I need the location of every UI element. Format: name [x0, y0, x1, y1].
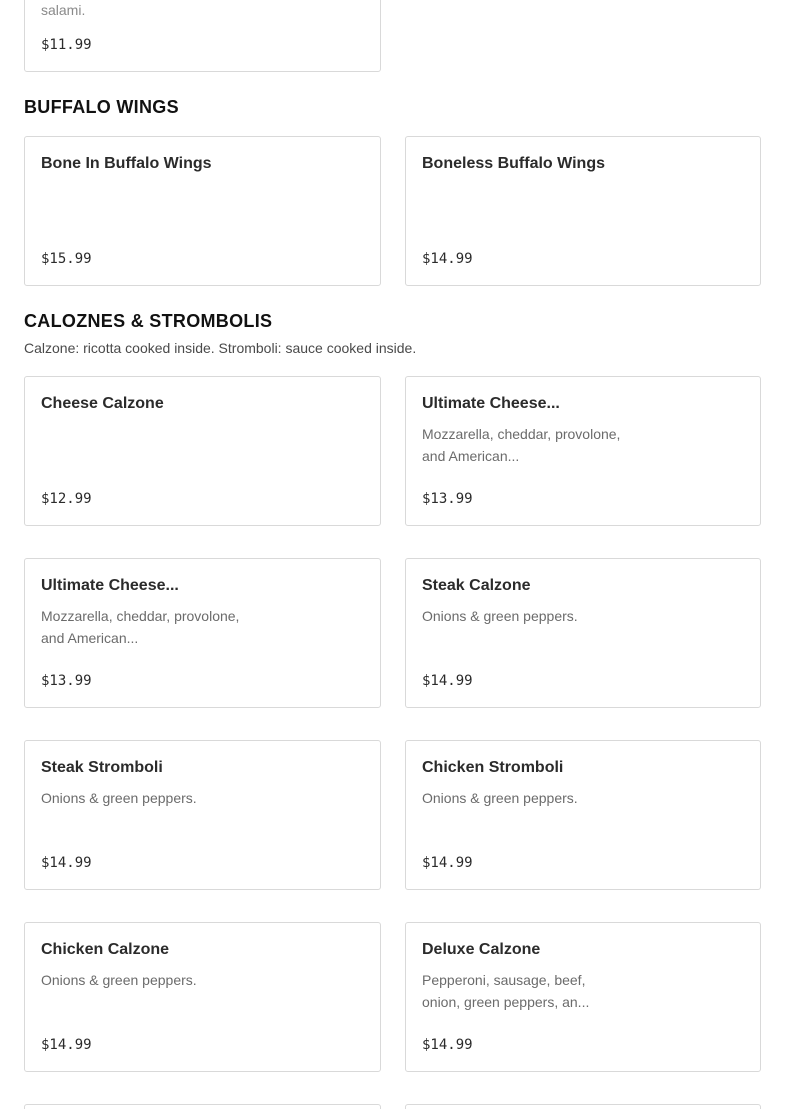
menu-item-card[interactable]	[24, 922, 381, 1072]
menu-item-description: Mozzarella, cheddar, provolone, and American...	[41, 608, 240, 646]
menu-item-name: Steak Stromboli	[41, 759, 163, 776]
menu-item-card[interactable]	[405, 136, 761, 286]
menu-item-description: Pepperoni, sausage, beef, onion, green peppers, an...	[422, 972, 590, 1010]
menu-item-description: Onions & green peppers.	[41, 790, 197, 806]
menu-item-card[interactable]	[24, 558, 381, 708]
menu-item-name: Deluxe Calzone	[422, 941, 541, 958]
menu-item-card[interactable]	[24, 136, 381, 286]
menu-item-card[interactable]	[24, 376, 381, 526]
menu-item-name: Boneless Buffalo Wings	[422, 155, 605, 172]
menu-item-description: Onions & green peppers.	[422, 790, 578, 806]
menu-item-card[interactable]	[24, 740, 381, 890]
menu-item-price: $14.99	[41, 1037, 92, 1053]
menu-item-name: Chicken Calzone	[41, 941, 170, 958]
menu-item-card[interactable]	[24, 1104, 381, 1109]
menu-item-price: $13.99	[422, 491, 473, 507]
menu-item-price: $11.99	[41, 37, 92, 53]
section-title-calzones-strombolis: CALOZNES & STROMBOLIS	[24, 311, 273, 331]
menu-item-description: salami.	[41, 2, 86, 18]
menu-item-card[interactable]	[405, 376, 761, 526]
menu-item-name: Steak Calzone	[422, 577, 531, 594]
menu-item-price: $15.99	[41, 251, 92, 267]
menu-item-card[interactable]	[405, 1104, 761, 1109]
menu-item-name: Bone In Buffalo Wings	[41, 155, 212, 172]
menu-item-price: $14.99	[422, 251, 473, 267]
menu-item-card[interactable]	[405, 922, 761, 1072]
section-title-buffalo-wings: BUFFALO WINGS	[24, 97, 179, 117]
menu-item-price: $12.99	[41, 491, 92, 507]
menu-item-price: $14.99	[422, 855, 473, 871]
menu-item-name: Ultimate Cheese...	[41, 577, 179, 594]
menu-item-description: Onions & green peppers.	[422, 608, 578, 624]
menu-item-card[interactable]	[24, 0, 381, 72]
menu-item-description: Onions & green peppers.	[41, 972, 197, 988]
menu-item-name: Cheese Calzone	[41, 395, 164, 412]
section-description: Calzone: ricotta cooked inside. Stromboli: sauce cooked inside.	[24, 340, 417, 356]
menu-item-name: Chicken Stromboli	[422, 759, 564, 776]
menu-item-price: $14.99	[41, 855, 92, 871]
menu-item-price: $14.99	[422, 1037, 473, 1053]
menu-item-description: Mozzarella, cheddar, provolone, and American...	[422, 426, 621, 464]
menu-item-price: $13.99	[41, 673, 92, 689]
menu-item-name: Ultimate Cheese...	[422, 395, 560, 412]
menu-item-price: $14.99	[422, 673, 473, 689]
menu-item-card[interactable]	[405, 740, 761, 890]
menu-item-card[interactable]	[405, 558, 761, 708]
